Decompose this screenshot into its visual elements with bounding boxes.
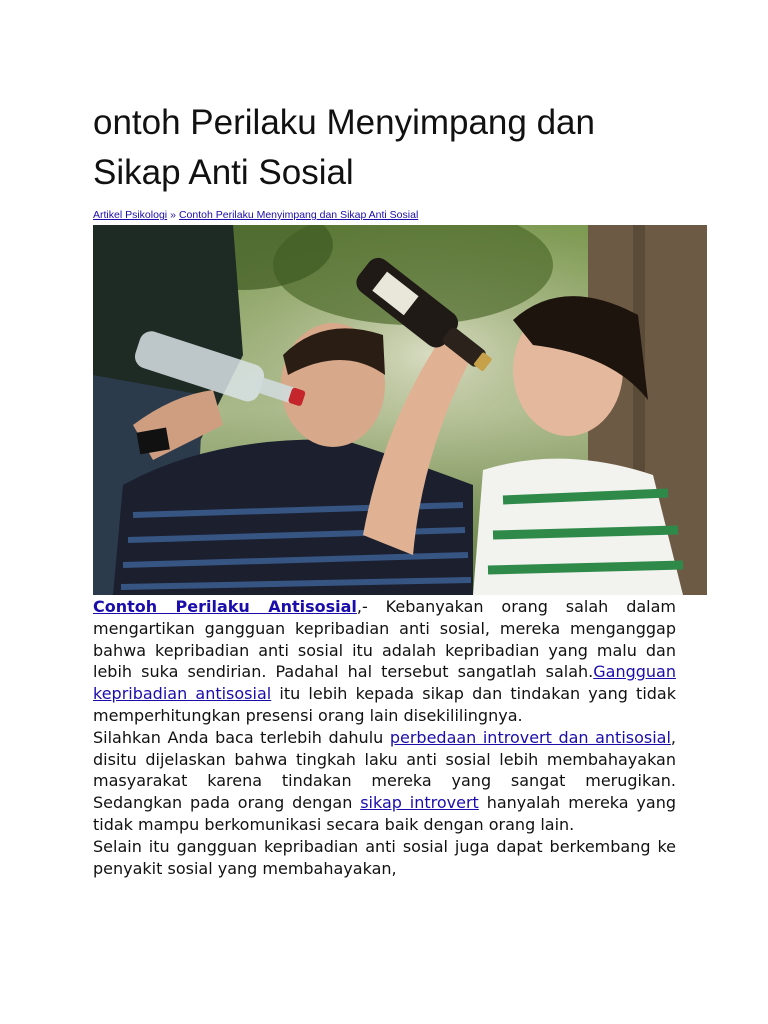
link-sikap-introvert[interactable]: sikap introvert	[360, 793, 479, 813]
paragraph-2	[93, 727, 676, 836]
link-gangguan-kepribadian-antisosial[interactable]: Gangguan kepribadian antisosial	[93, 662, 676, 704]
link-contoh-perilaku-antisosial[interactable]: Contoh Perilaku Antisosial	[93, 597, 357, 616]
paragraph-text: itu lebih kepada sikap dan tindakan yang tidak memperhitungkan presensi orang lain disekililingnya.	[93, 684, 676, 725]
breadcrumb-current-link[interactable]: Contoh Perilaku Menyimpang dan Sikap Anti Sosial	[178, 209, 419, 221]
article-body	[93, 596, 676, 879]
paragraph-1	[93, 596, 676, 727]
paragraph-text: hanyalah mereka yang tidak mampu berkomunikasi secara baik dengan orang lain.	[93, 793, 676, 834]
breadcrumb-home-link[interactable]: Artikel Psikologi	[93, 209, 168, 221]
photo-illustration	[93, 225, 707, 595]
paragraph-text: Selain itu gangguan kepribadian anti sosial juga dapat berkembang ke penyakit sosial yang membahayakan,	[93, 836, 676, 878]
breadcrumb-separator: »	[170, 209, 176, 221]
article-photo	[93, 225, 707, 595]
paragraph-text: Silahkan Anda baca terlebih dahulu	[93, 727, 390, 747]
paragraph-3	[93, 836, 676, 880]
link-perbedaan-introvert-dan-antisosial[interactable]: perbedaan introvert dan antisosial	[389, 727, 671, 747]
paragraph-text: , disitu dijelaskan bahwa tingkah laku anti sosial lebih membahayakan masyarakat karena tindakan mereka yang sangat merugikan. Sedangkan pada orang dengan	[93, 727, 677, 813]
page-title: ontoh Perilaku Menyimpang dan Sikap Anti Sosial	[93, 103, 595, 192]
paragraph-text: ,- Kebanyakan orang salah dalam mengartikan gangguan kepribadian anti sosial, mereka menganggap bahwa kepribadian anti sosial itu adalah kepribadian yang malu dan lebih suka sendirian. Padahal hal tersebut sangatlah salah.	[93, 597, 676, 682]
breadcrumb	[93, 209, 693, 221]
